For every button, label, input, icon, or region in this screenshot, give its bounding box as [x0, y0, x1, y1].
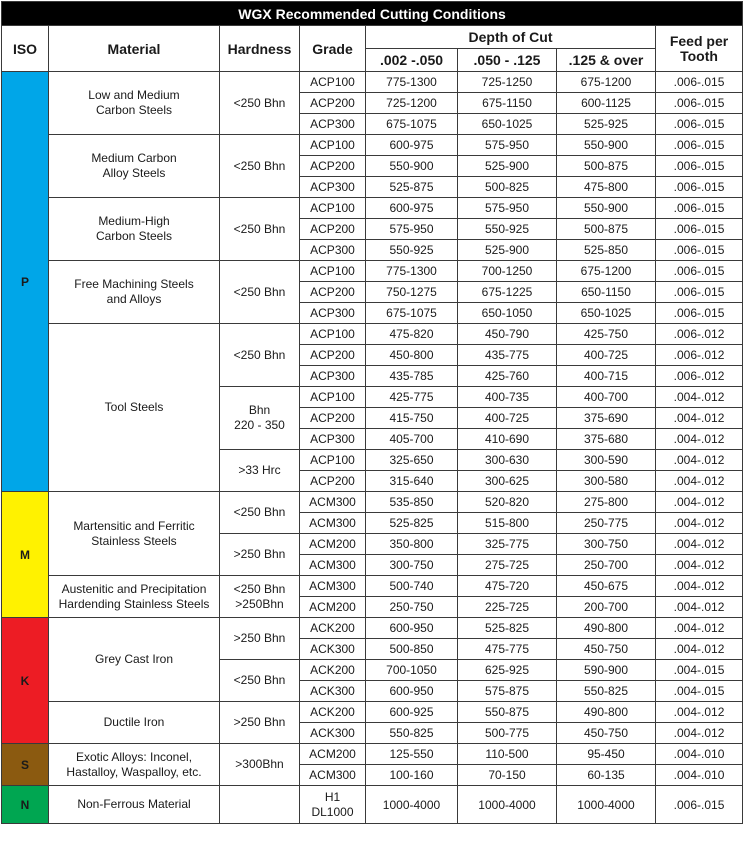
hardness-cell [220, 576, 300, 618]
depth-cell: 775-1300 [366, 72, 458, 93]
hardness-line: >250 Bhn [233, 631, 286, 645]
table-row [2, 135, 743, 156]
depth-cell: 300-750 [557, 534, 656, 555]
material-cell [49, 198, 220, 261]
depth-cell: 500-775 [458, 723, 557, 744]
depth-cell: 450-750 [557, 723, 656, 744]
depth-cell: 250-750 [366, 597, 458, 618]
feed-cell: .006-.015 [656, 114, 743, 135]
feed-cell: .004-.012 [656, 471, 743, 492]
depth-cell: 1000-4000 [366, 786, 458, 824]
hardness-line: 220 - 350 [234, 418, 285, 432]
table-row [2, 261, 743, 282]
grade-line: H1 [324, 789, 341, 804]
depth-cell: 375-690 [557, 408, 656, 429]
depth-cell: 675-1075 [366, 114, 458, 135]
header-hardness: Hardness [220, 26, 300, 72]
depth-cell: 550-925 [458, 219, 557, 240]
feed-cell: .004-.012 [656, 492, 743, 513]
depth-cell: 600-975 [366, 135, 458, 156]
feed-cell: .006-.015 [656, 177, 743, 198]
hardness-line: <250 Bhn [233, 581, 286, 596]
depth-cell: 475-720 [458, 576, 557, 597]
depth-cell: 200-700 [557, 597, 656, 618]
grade-cell: ACP300 [300, 303, 366, 324]
hardness-cell [220, 324, 300, 387]
material-cell [49, 135, 220, 198]
depth-cell: 500-825 [458, 177, 557, 198]
grade-cell: ACM300 [300, 765, 366, 786]
material-line: Hardending Stainless Steels [58, 596, 210, 611]
header-iso: ISO [2, 26, 49, 72]
hardness-cell [220, 618, 300, 660]
table-title: WGX Recommended Cutting Conditions [2, 2, 743, 26]
feed-cell: .004-.012 [656, 534, 743, 555]
depth-cell: 425-750 [557, 324, 656, 345]
depth-cell: 300-590 [557, 450, 656, 471]
depth-cell: 525-900 [458, 240, 557, 261]
table-row [2, 618, 743, 639]
depth-cell: 520-820 [458, 492, 557, 513]
feed-cell: .004-.012 [656, 597, 743, 618]
depth-cell: 550-925 [366, 240, 458, 261]
material-line: Hastalloy, Waspalloy, etc. [66, 764, 202, 779]
feed-cell: .006-.015 [656, 303, 743, 324]
table-row [2, 702, 743, 723]
hardness-cell [220, 387, 300, 450]
grade-cell: ACP100 [300, 72, 366, 93]
depth-cell: 525-850 [557, 240, 656, 261]
depth-cell: 400-725 [557, 345, 656, 366]
depth-cell: 775-1300 [366, 261, 458, 282]
depth-cell: 425-775 [366, 387, 458, 408]
grade-cell: ACP200 [300, 408, 366, 429]
hardness-cell [220, 135, 300, 198]
header-feed-line: Feed per [669, 32, 729, 49]
material-line: Free Machining Steels [74, 277, 194, 291]
material-cell [49, 261, 220, 324]
feed-cell: .004-.012 [656, 702, 743, 723]
material-cell [49, 786, 220, 824]
grade-cell: ACP300 [300, 114, 366, 135]
material-line: Alloy Steels [102, 166, 166, 180]
grade-cell: ACP100 [300, 324, 366, 345]
grade-cell: ACK300 [300, 723, 366, 744]
depth-cell: 525-825 [366, 513, 458, 534]
hardness-line: >300Bhn [235, 757, 284, 771]
depth-cell: 325-775 [458, 534, 557, 555]
header-grade: Grade [300, 26, 366, 72]
hardness-line: <250 Bhn [233, 95, 286, 110]
hardness-cell [220, 261, 300, 324]
feed-cell: .004-.012 [656, 408, 743, 429]
grade-cell: ACP100 [300, 261, 366, 282]
depth-cell: 700-1250 [458, 261, 557, 282]
hardness-line: <250 Bhn [233, 158, 286, 173]
depth-cell: 590-900 [557, 660, 656, 681]
depth-cell: 250-775 [557, 513, 656, 534]
depth-cell: 475-820 [366, 324, 458, 345]
depth-cell: 750-1275 [366, 282, 458, 303]
depth-cell: 600-975 [366, 198, 458, 219]
hardness-line: <250 Bhn [233, 284, 286, 299]
grade-cell: ACP100 [300, 135, 366, 156]
feed-cell: .006-.015 [656, 282, 743, 303]
hardness-cell [220, 492, 300, 534]
depth-cell: 300-630 [458, 450, 557, 471]
header-material: Material [49, 26, 220, 72]
feed-cell: .006-.015 [656, 786, 743, 824]
hardness-line: <250 Bhn [233, 347, 286, 362]
depth-cell: 315-640 [366, 471, 458, 492]
depth-cell: 550-875 [458, 702, 557, 723]
depth-cell: 125-550 [366, 744, 458, 765]
hardness-line: <250 Bhn [233, 221, 286, 236]
depth-cell: 625-925 [458, 660, 557, 681]
depth-cell: 1000-4000 [458, 786, 557, 824]
grade-cell: ACP200 [300, 345, 366, 366]
depth-cell: 525-825 [458, 618, 557, 639]
feed-cell: .004-.010 [656, 765, 743, 786]
grade-cell: ACP100 [300, 198, 366, 219]
hardness-line: <250 Bhn [233, 673, 286, 687]
grade-cell: ACP300 [300, 366, 366, 387]
depth-cell: 675-1075 [366, 303, 458, 324]
feed-cell: .004-.012 [656, 387, 743, 408]
grade-cell: ACM200 [300, 597, 366, 618]
depth-cell: 575-875 [458, 681, 557, 702]
depth-cell: 550-825 [366, 723, 458, 744]
material-cell [49, 618, 220, 702]
iso-group-cell: P [2, 72, 49, 492]
depth-cell: 675-1200 [557, 261, 656, 282]
table-row [2, 72, 743, 93]
material-line: Stainless Steels [91, 533, 177, 548]
header-depth-col: .050 - .125 [458, 49, 557, 72]
depth-cell: 400-725 [458, 408, 557, 429]
depth-cell: 405-700 [366, 429, 458, 450]
material-line: Martensitic and Ferritic [73, 518, 195, 533]
hardness-cell [220, 786, 300, 824]
table-row [2, 324, 743, 345]
depth-cell: 490-800 [557, 618, 656, 639]
feed-cell: .006-.015 [656, 198, 743, 219]
depth-cell: 600-950 [366, 618, 458, 639]
depth-cell: 500-740 [366, 576, 458, 597]
feed-cell: .006-.012 [656, 366, 743, 387]
hardness-line: >250 Bhn [233, 547, 286, 561]
hardness-cell [220, 660, 300, 702]
depth-cell: 375-680 [557, 429, 656, 450]
depth-cell: 435-775 [458, 345, 557, 366]
depth-cell: 525-925 [557, 114, 656, 135]
depth-cell: 600-925 [366, 702, 458, 723]
table-row [2, 786, 743, 824]
depth-cell: 400-715 [557, 366, 656, 387]
feed-cell: .004-.010 [656, 744, 743, 765]
hardness-cell [220, 198, 300, 261]
depth-cell: 1000-4000 [557, 786, 656, 824]
depth-cell: 435-785 [366, 366, 458, 387]
feed-cell: .004-.012 [656, 450, 743, 471]
depth-cell: 450-790 [458, 324, 557, 345]
depth-cell: 275-725 [458, 555, 557, 576]
depth-cell: 425-760 [458, 366, 557, 387]
material-line: Exotic Alloys: Inconel, [75, 749, 193, 764]
hardness-cell [220, 702, 300, 744]
material-line: Low and Medium [88, 88, 180, 102]
depth-cell: 675-1150 [458, 93, 557, 114]
material-cell [49, 492, 220, 576]
grade-cell: ACM300 [300, 555, 366, 576]
hardness-line: <250 Bhn [233, 505, 286, 519]
depth-cell: 300-580 [557, 471, 656, 492]
feed-cell: .006-.015 [656, 261, 743, 282]
depth-cell: 525-875 [366, 177, 458, 198]
feed-cell: .006-.012 [656, 324, 743, 345]
header-depth-col: .002 -.050 [366, 49, 458, 72]
depth-cell: 300-750 [366, 555, 458, 576]
material-line: Tool Steels [104, 400, 164, 414]
depth-cell: 725-1250 [458, 72, 557, 93]
depth-cell: 410-690 [458, 429, 557, 450]
feed-cell: .004-.012 [656, 513, 743, 534]
depth-cell: 95-450 [557, 744, 656, 765]
depth-cell: 350-800 [366, 534, 458, 555]
table-row [2, 576, 743, 597]
material-line: Grey Cast Iron [94, 652, 174, 666]
material-cell [49, 576, 220, 618]
feed-cell: .006-.015 [656, 135, 743, 156]
header-feed-per-tooth [656, 26, 743, 72]
header-depth-of-cut: Depth of Cut [366, 26, 656, 49]
grade-cell: ACM300 [300, 513, 366, 534]
grade-cell: ACP100 [300, 387, 366, 408]
grade-cell: ACM300 [300, 576, 366, 597]
depth-cell: 575-950 [458, 198, 557, 219]
grade-cell: ACM300 [300, 492, 366, 513]
feed-cell: .004-.012 [656, 618, 743, 639]
depth-cell: 675-1200 [557, 72, 656, 93]
depth-cell: 450-750 [557, 639, 656, 660]
depth-cell: 450-800 [366, 345, 458, 366]
depth-cell: 650-1025 [458, 114, 557, 135]
feed-cell: .006-.012 [656, 345, 743, 366]
depth-cell: 490-800 [557, 702, 656, 723]
grade-cell: ACM200 [300, 534, 366, 555]
depth-cell: 500-850 [366, 639, 458, 660]
iso-group-cell: S [2, 744, 49, 786]
feed-cell: .004-.012 [656, 429, 743, 450]
hardness-line: Bhn [248, 403, 271, 417]
depth-cell: 575-950 [458, 135, 557, 156]
material-cell [49, 702, 220, 744]
material-line: Medium-High [98, 214, 170, 228]
hardness-cell [220, 744, 300, 786]
depth-cell: 400-700 [557, 387, 656, 408]
grade-cell: ACK200 [300, 702, 366, 723]
grade-cell: ACP200 [300, 156, 366, 177]
grade-cell: ACP200 [300, 282, 366, 303]
depth-cell: 300-625 [458, 471, 557, 492]
depth-cell: 535-850 [366, 492, 458, 513]
header-feed-line: Tooth [680, 47, 718, 64]
iso-group-cell: N [2, 786, 49, 824]
feed-cell: .004-.015 [656, 660, 743, 681]
depth-cell: 225-725 [458, 597, 557, 618]
depth-cell: 550-900 [557, 198, 656, 219]
grade-cell: ACK200 [300, 618, 366, 639]
depth-cell: 700-1050 [366, 660, 458, 681]
grade-cell: ACP100 [300, 450, 366, 471]
feed-cell: .004-.012 [656, 723, 743, 744]
table-row [2, 492, 743, 513]
feed-cell: .004-.012 [656, 639, 743, 660]
hardness-line: >250Bhn [235, 596, 284, 611]
depth-cell: 475-775 [458, 639, 557, 660]
depth-cell: 60-135 [557, 765, 656, 786]
depth-cell: 450-675 [557, 576, 656, 597]
feed-cell: .004-.015 [656, 681, 743, 702]
grade-cell: ACP300 [300, 177, 366, 198]
grade-cell: ACP200 [300, 471, 366, 492]
depth-cell: 515-800 [458, 513, 557, 534]
header-depth-col: .125 & over [557, 49, 656, 72]
feed-cell: .006-.015 [656, 240, 743, 261]
iso-group-cell: M [2, 492, 49, 618]
material-line: Carbon Steels [95, 103, 173, 117]
material-cell [49, 744, 220, 786]
depth-cell: 110-500 [458, 744, 557, 765]
iso-group-cell: K [2, 618, 49, 744]
feed-cell: .004-.012 [656, 576, 743, 597]
grade-cell: ACK300 [300, 639, 366, 660]
depth-cell: 550-900 [557, 135, 656, 156]
grade-cell: ACM200 [300, 744, 366, 765]
depth-cell: 550-900 [366, 156, 458, 177]
depth-cell: 500-875 [557, 156, 656, 177]
hardness-cell [220, 534, 300, 576]
feed-cell: .006-.015 [656, 219, 743, 240]
depth-cell: 475-800 [557, 177, 656, 198]
feed-cell: .006-.015 [656, 72, 743, 93]
material-line: Medium Carbon [91, 151, 177, 165]
hardness-cell [220, 72, 300, 135]
material-cell [49, 324, 220, 492]
depth-cell: 415-750 [366, 408, 458, 429]
feed-cell: .006-.015 [656, 93, 743, 114]
material-line: Ductile Iron [103, 715, 165, 729]
hardness-line: >33 Hrc [238, 463, 281, 477]
hardness-cell [220, 450, 300, 492]
grade-cell: ACP200 [300, 219, 366, 240]
depth-cell: 500-875 [557, 219, 656, 240]
grade-cell: ACP200 [300, 93, 366, 114]
material-line: Non-Ferrous Material [77, 797, 191, 811]
material-line: Austenitic and Precipitation [61, 581, 207, 596]
hardness-line: >250 Bhn [233, 715, 286, 729]
grade-cell: ACK300 [300, 681, 366, 702]
depth-cell: 250-700 [557, 555, 656, 576]
depth-cell: 100-160 [366, 765, 458, 786]
depth-cell: 575-950 [366, 219, 458, 240]
material-cell [49, 72, 220, 135]
depth-cell: 675-1225 [458, 282, 557, 303]
depth-cell: 600-1125 [557, 93, 656, 114]
depth-cell: 550-825 [557, 681, 656, 702]
feed-cell: .006-.015 [656, 156, 743, 177]
grade-cell: ACK200 [300, 660, 366, 681]
table-body [2, 72, 743, 824]
depth-cell: 650-1050 [458, 303, 557, 324]
table-row [2, 744, 743, 765]
grade-line: DL1000 [311, 804, 354, 819]
cutting-conditions-table [1, 1, 743, 824]
material-line: Carbon Steels [95, 229, 173, 243]
grade-cell: ACP300 [300, 429, 366, 450]
depth-cell: 650-1025 [557, 303, 656, 324]
depth-cell: 400-735 [458, 387, 557, 408]
table-row [2, 198, 743, 219]
depth-cell: 70-150 [458, 765, 557, 786]
grade-cell [300, 786, 366, 824]
material-line: and Alloys [106, 292, 162, 306]
depth-cell: 525-900 [458, 156, 557, 177]
depth-cell: 600-950 [366, 681, 458, 702]
depth-cell: 650-1150 [557, 282, 656, 303]
depth-cell: 725-1200 [366, 93, 458, 114]
depth-cell: 325-650 [366, 450, 458, 471]
grade-cell: ACP300 [300, 240, 366, 261]
feed-cell: .004-.012 [656, 555, 743, 576]
depth-cell: 275-800 [557, 492, 656, 513]
